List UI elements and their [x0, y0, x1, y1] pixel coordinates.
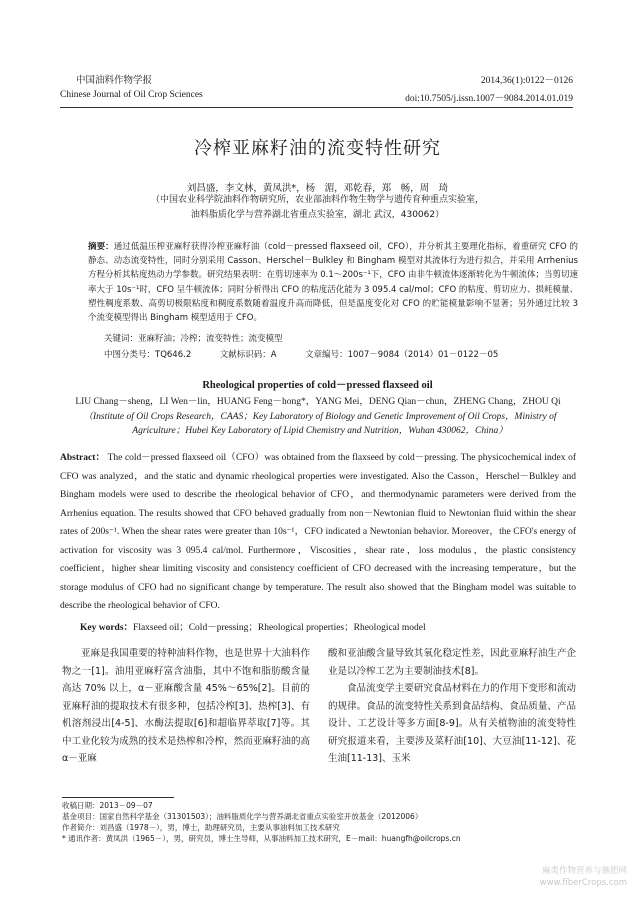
watermark [540, 865, 627, 889]
abstract-en-label: Abstract： [60, 453, 106, 463]
authors-cn: 刘昌盛，李文林，黄凤洪*，杨 湄，邓乾春，郑 畅，周 琦 [186, 183, 449, 194]
footnote-funding: 基金项目：国家自然科学基金（31301503）；油料脂质化学与营养湖北省重点实验室开放基金（2012006） [62, 812, 423, 821]
affiliation-cn-line: 油料脂质化学与营养湖北省重点实验室，湖北 武汉，430062） [190, 210, 445, 220]
doi: doi:10.7505/j.issn.1007－9084.2014.01.019 [405, 94, 573, 104]
doc-code-label: 文献标识码： [219, 350, 271, 360]
affiliation-en: （Institute of Oil Crops Research，CAAS；Key Laboratory of Biology and Genetic Improvement of Oil Crops，Ministry of Agriculture；Hubei Key Laboratory of Lipid Chemistry and Nutrition，Wuhan 430062，China） [83, 412, 557, 436]
keywords-en [80, 619, 426, 633]
clc-label: 中图分类号： [104, 350, 156, 360]
body-paragraph: 酸和亚油酸含量导致其氧化稳定性差，因此亚麻籽油生产企业是以冷榨工艺为主要制油技术[8]。 [328, 648, 576, 677]
keywords-cn-text: 亚麻籽油；冷榨；流变特性；流变模型 [138, 334, 283, 344]
title-en: Rheological properties of cold－pressed flaxseed oil [202, 380, 433, 391]
abstract-cn-label: 摘要： [88, 242, 114, 252]
body-right-column [328, 645, 576, 768]
article-no-label: 文章编号： [305, 350, 348, 360]
clc-value: TQ646.2 [155, 350, 192, 360]
journal-name-cn: 中国油料作物学报 [76, 75, 153, 86]
article-no-value: 1007－9084（2014）01－0122－05 [347, 350, 499, 360]
classification-cn [104, 348, 498, 360]
footnote-rule [62, 797, 174, 798]
body-left-column: 亚麻是我国重要的特种油料作物，也是世界十大油料作物之一[1]。油用亚麻籽富含油脂，其中不饱和脂肪酸含量高达 70% 以上，α－亚麻酸含量 45%～65%[2]。目前的亚麻籽油的提取技术有很多种，包括冷榨[3]、热榨[3]、有机溶剂浸出[4-5]、水酶法提取[6]和超临界萃取[7]等。其中工业化较为成熟的技术是热榨和冷榨，然而亚麻籽油的高 α－亚麻 [62, 648, 310, 764]
affiliation-cn-line: （中国农业科学院油料作物研究所，农业部油料作物生物学与遗传育种重点实验室， [150, 195, 484, 205]
authors-en: LIU Chang－sheng，LI Wen－lin，HUANG Feng－hong*，YANG Mei，DENG Qian－chun，ZHENG Chang，ZHOU Qi [75, 397, 561, 407]
keywords-en-label: Key words： [80, 623, 134, 633]
abstract-cn [88, 240, 578, 325]
footnotes [62, 800, 562, 844]
footnote-received: 收稿日期：2013－09－07 [62, 801, 153, 810]
doc-code-value: A [270, 350, 277, 360]
footnote-author: 作者简介：刘昌盛（1978－），男，博士，助理研究员，主要从事油料加工技术研究 [62, 823, 340, 832]
watermark-line: www.fiberCrops.com [539, 878, 627, 888]
journal-name-en: Chinese Journal of Oil Crop Sciences [60, 90, 203, 100]
keywords-cn [104, 332, 283, 344]
volume-info: 2014,36(1):0122－0126 [480, 76, 573, 86]
footnote-corresponding: * 通讯作者：黄凤洪（1965－），男，研究员，博士生导师，从事油料加工技术研究，E－mail：huangfh@oilcrops.cn [62, 834, 461, 843]
title-cn: 冷榨亚麻籽油的流变特性研究 [194, 138, 441, 159]
header-rule [60, 107, 573, 108]
keywords-cn-label: 关键词： [104, 334, 139, 344]
body-paragraph: 食品流变学主要研究食品材料在力的作用下变形和流动的规律。食品的流变特性关系到食品结构、食品质量、产品设计、工艺设计等多方面[8-9]。从有关植物油的流变特性研究报道来看，主要涉及菜籽油[10]、大豆油[11-12]、花生油[11-13]、玉米 [328, 683, 576, 764]
abstract-en [60, 449, 576, 616]
abstract-cn-text: 通过低温压榨亚麻籽获得冷榨亚麻籽油（cold－pressed flaxseed oil，CFO），并分析其主要理化指标，着重研究 CFO 的静态、动态流变特性，同时分别采用 Casson、Herschel－Bulkley 和 Bingham 模型对其流体行为进行拟合，并采用 Arrhenius 方程分析其粘度热动力学参数。研究结果表明：在剪切速率为 0.1～200s⁻¹下，CFO 由非牛顿流体逐渐转化为牛顿流体；当剪切速率大于 10s⁻¹时，CFO 呈牛顿流体；同时分析得出 CFO 的粘度活化能为 3 095.4 cal/mol；CFO 的粘度、剪切应力、损耗模量、塑性稠度系数、高剪切极限粘度和稠度系数随着温度升高而降低，但是温度变化对 CFO 的贮能模量影响不显著；另外通过比较 3 个流变模型得出 Bingham 模型适用于 CFO。 [88, 242, 578, 324]
keywords-en-text: Flaxseed oil；Cold－pressing；Rheological properties；Rheological model [133, 623, 426, 633]
watermark-line: 麻类作物营养与施肥网 [541, 866, 627, 876]
abstract-en-text: The cold－pressed flaxseed oil（CFO）was obtained from the flaxseed by cold－pressing. The physicochemical index of CFO was analyzed，and the static and dynamic rheological properties were investigated. Also the Casson，Herschel－Bulkley and Bingham models were used to describe the rheological behavior of CFO，and thermodynamic parameters were derived from the Arrhenius equation. The results showed that CFO behaved gradually from non－Newtonian fluid to Newtonian fluid within the shear rates of 200s⁻¹. When the shear rates were greater than 10s⁻¹，CFO indicated a Newtonian behavior. Moreover，the CFO's energy of activation for viscosity was 3 095.4 cal/mol. Furthermore，Viscosities，shear rate，loss modulus，the plastic consistency coefficient，higher shear limiting viscosity and consistency coefficient of CFO decreased with the increasing temperature，but the storage modulus of CFO had no significant change by temperature. The result also showed that the Bingham model was suitable to describe the rheological behavior of CFO. [60, 453, 576, 611]
affiliation-cn [0, 193, 635, 223]
